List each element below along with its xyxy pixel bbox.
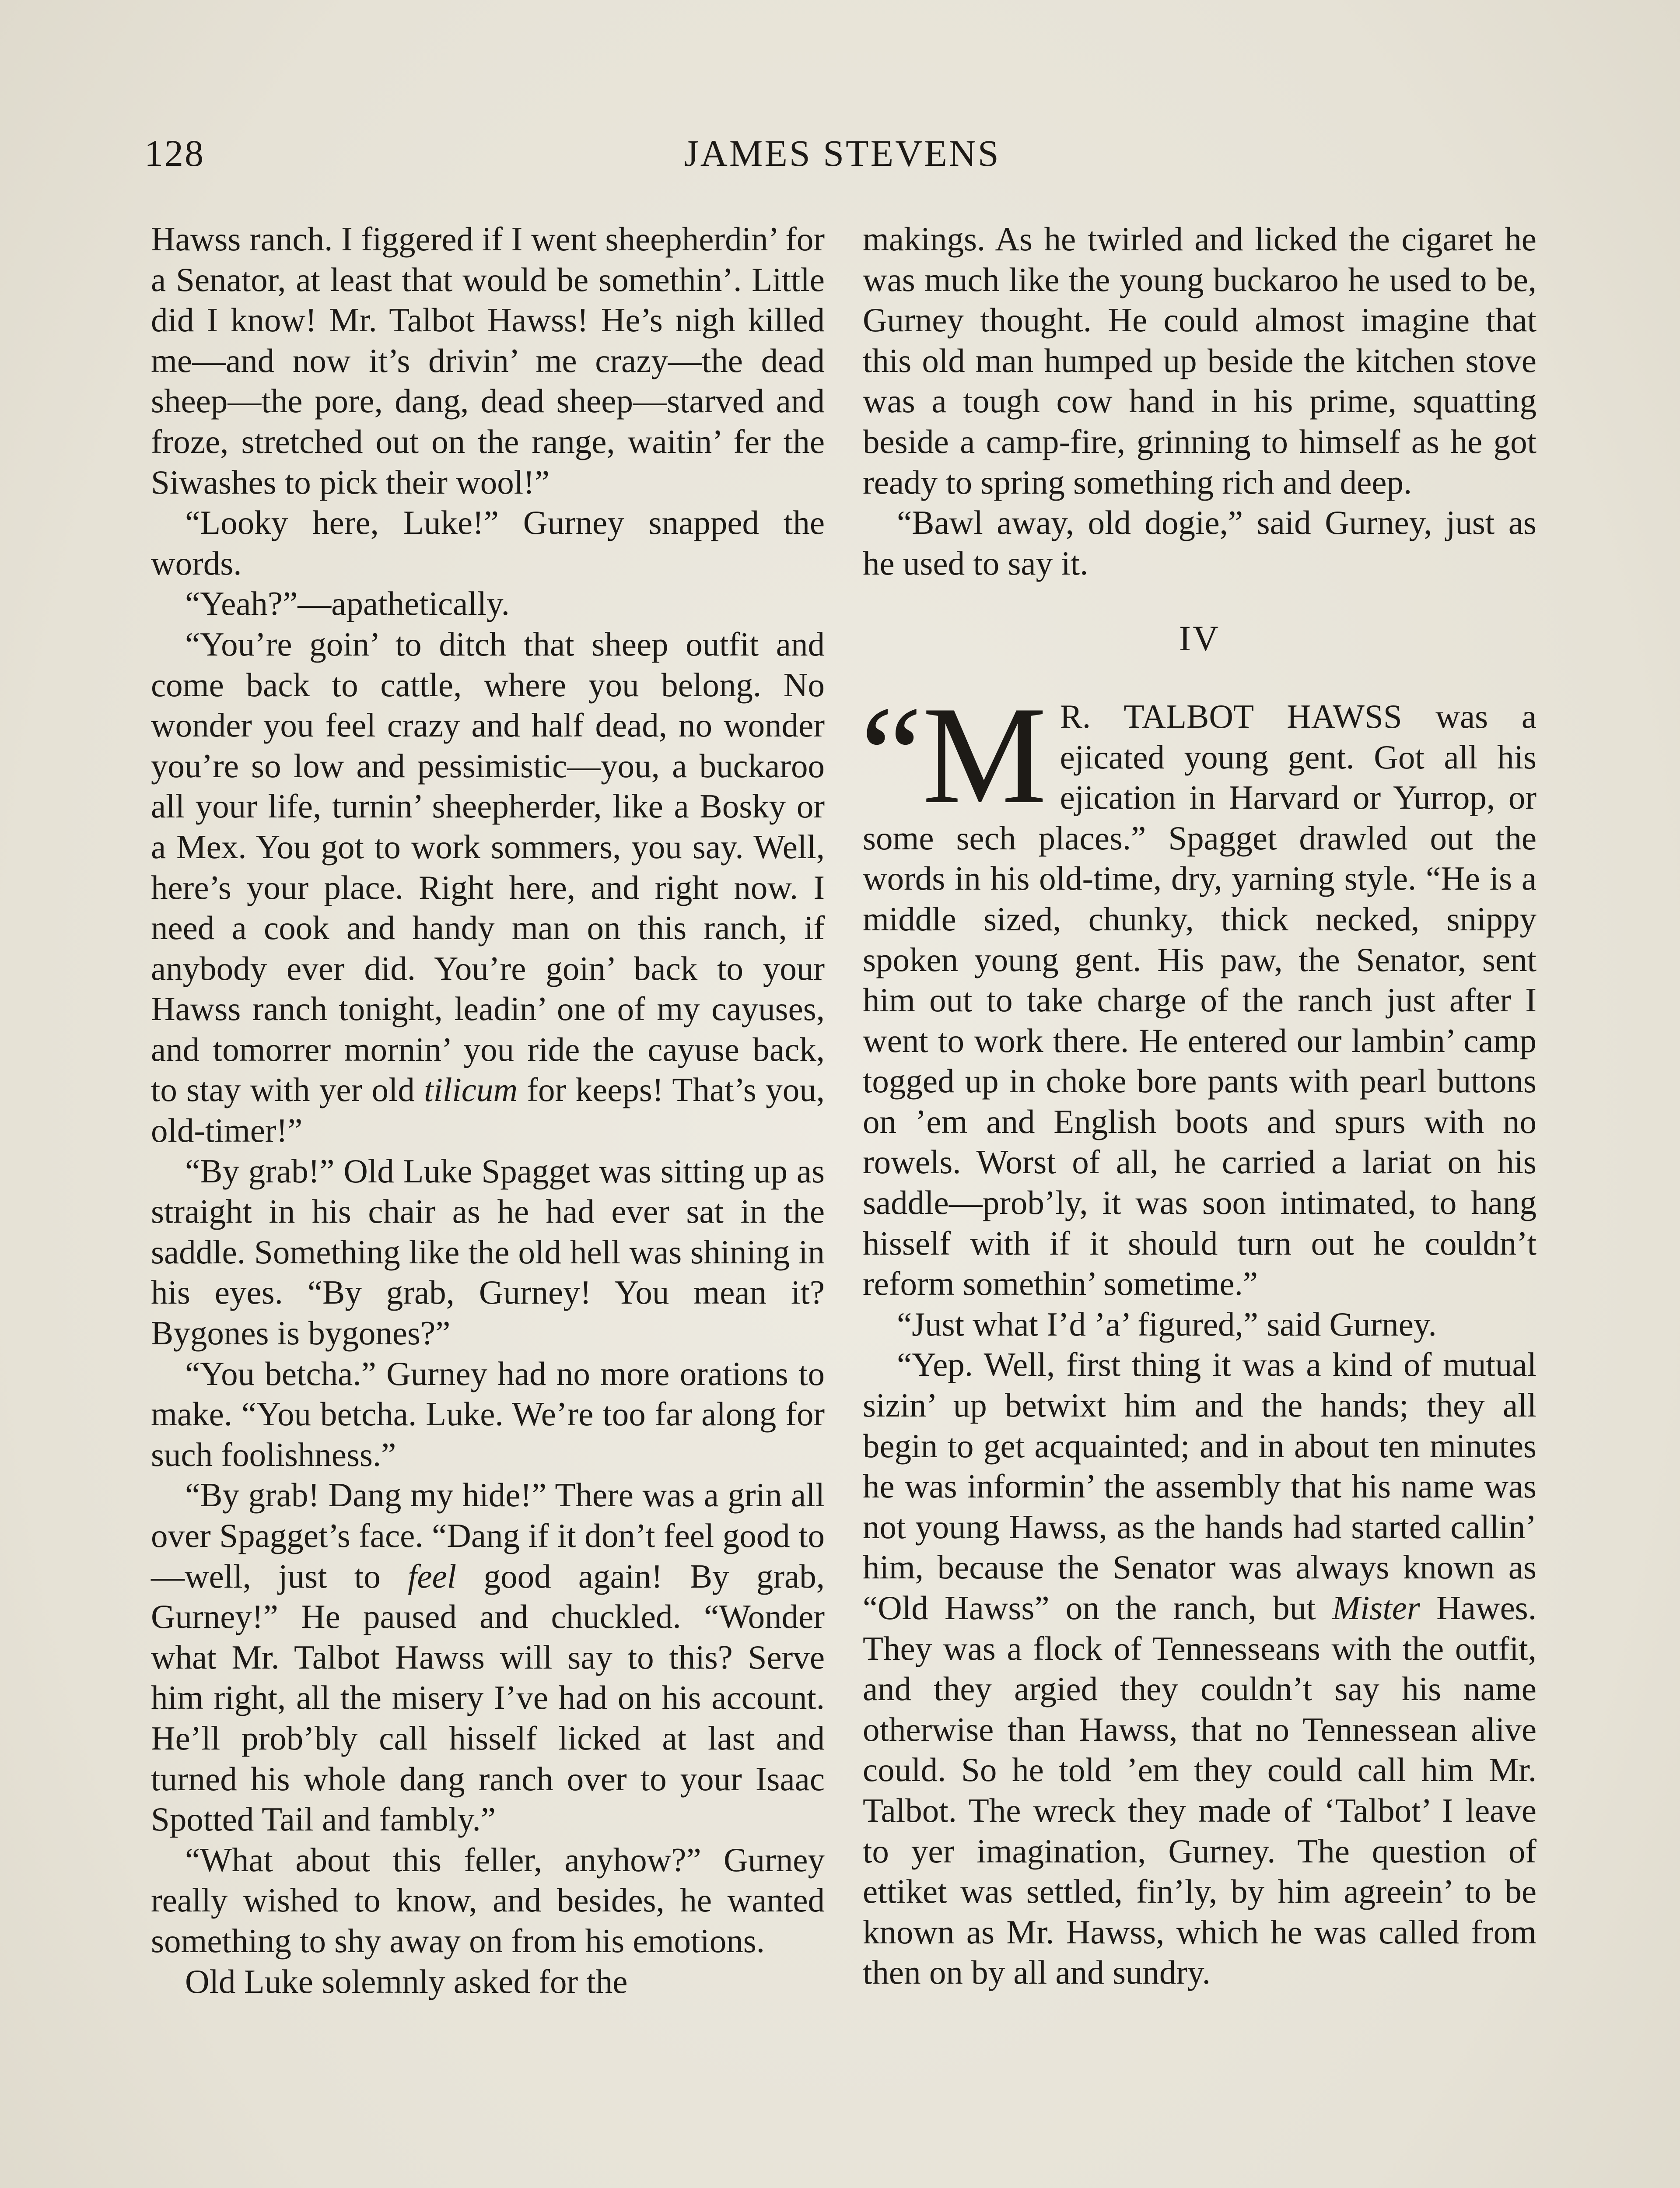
page-header — [144, 131, 1540, 179]
paragraph — [151, 1475, 825, 1839]
paragraph: Hawss ranch. I figgered if I went sheepherdin’ for a Senator, at least that would be somethin’. Little did I know! Mr. Talbot Hawss! He’s nigh killed me—and now it’s drivin’ me crazy—the dead sheep—the pore, dang, dead sheep—starved and froze, stretched out on the range, waitin’ fer the Siwashes to pick their wool!” — [151, 220, 825, 501]
dropcap-letter: M — [922, 677, 1047, 833]
page-number: 128 — [144, 132, 205, 174]
dropcap-quote: “ — [860, 677, 923, 833]
paragraph-text: good again! By grab, Gurney!” He paused and chuckled. “Wonder what Mr. Talbot Hawss will say to this? Serve him right, all the misery I’ve had on his account. He’ll prob’bly call hisself licked at last and turned his whole dang ranch over to your Isaac Spotted Tail and fambly.” — [151, 1557, 825, 1838]
paragraph: “You betcha.” Gurney had no more orations to make. “You betcha. Luke. We’re too far along for such foolishness.” — [151, 1354, 825, 1473]
italic-word: tilicum — [424, 1071, 518, 1109]
paragraph: makings. As he twirled and licked the cigaret he was much like the young buckaroo he used to be, Gurney thought. He could almost imagine that this old man humped up beside the kitchen stove was a tough cow hand in his prime, squatting beside a camp-fire, grinning to himself as he got ready to spring something rich and deep. — [863, 220, 1536, 501]
right-column — [860, 219, 1536, 1993]
paragraph: “Yeah?”—apathetically. — [185, 585, 510, 623]
left-column — [151, 219, 825, 2002]
paragraph: Old Luke solemnly asked for the — [185, 1962, 628, 2000]
drop-cap — [860, 677, 1047, 833]
paragraph-text: R. TALBOT HAWSS was a ejicated young gent. Got all his ejication in Harvard or Yurrop, or some sech places.” Spagget drawled out the words in his old-time, dry, yarning style. “He is a middle sized, chunky, thick necked, snippy spoken young gent. His paw, the Senator, sent him out to take charge of the ranch just after I went to work there. He entered our lambin’ camp togged up in choke bore pants with pearl buttons on ’em and English boots and spurs with no rowels. Worst of all, he carried a lariat on his saddle—prob’ly, it was soon intimated, to hang hisself with if it should turn out he couldn’t reform somethin’ sometime.” — [863, 697, 1536, 1303]
paragraph — [151, 624, 825, 1151]
paragraph-text: “You’re goin’ to ditch that sheep outfit and come back to cattle, where you belong. No wonder you feel crazy and half dead, no wonder you’re so low and pessimistic—you, a buckaroo all your life, turnin’ sheepherder, like a Bosky or a Mex. You got to work sommers, you say. Well, here’s your place. Right here, and right now. I need a cook and handy man on this ranch, if anybody ever did. You’re goin’ back to your Hawss ranch tonight, leadin’ one of my cayuses, and tomorrer mornin’ you ride the cayuse back, to stay with yer old — [151, 625, 825, 1109]
paragraph-text: “Yep. Well, first thing it was a kind of mutual sizin’ up betwixt him and the hands; they all begin to get acquainted; and in about ten minutes he was informin’ the assembly that his name was not young Hawss, as the hands had started callin’ him, because the Senator was always known as “Old Hawss” on the ranch, but — [863, 1346, 1536, 1627]
paragraph-text: Hawes. They was a flock of Tennesseans with the outfit, and they argied they couldn’t say his name otherwise than Hawss, that no Tennessean alive could. So he told ’em they could call him Mr. Talbot. The wreck they made of ‘Talbot’ I leave to yer imagination, Gurney. The question of ettiket was settled, fin’ly, by him agreein’ to be known as Mr. Hawss, which he was called from then on by all and sundry. — [863, 1589, 1536, 1992]
paragraph: “What about this feller, anyhow?” Gurney really wished to know, and besides, he wanted something to shy away on from his emotions. — [151, 1841, 825, 1960]
dropcap-paragraph — [860, 677, 1536, 1304]
italic-word: feel — [408, 1557, 457, 1595]
paragraph-text: for keeps! That’s you, old-timer!” — [151, 1071, 825, 1150]
running-head: JAMES STEVENS — [684, 132, 1001, 174]
section-heading: IV — [1179, 618, 1221, 659]
paragraph: “By grab!” Old Luke Spagget was sitting up as straight in his chair as he had ever sat in the saddle. Something like the old hell was shining in his eyes. “By grab, Gurney! You mean it? Bygones is bygones?” — [151, 1152, 825, 1352]
paragraph: “Just what I’d ’a’ figured,” said Gurney. — [897, 1305, 1437, 1343]
paragraph — [863, 1344, 1536, 1993]
paragraph: “Looky here, Luke!” Gurney snapped the words. — [151, 504, 825, 582]
paragraph-text: “By grab! Dang my hide!” There was a grin all over Spagget’s face. “Dang if it don’t feel good to—well, just to — [151, 1476, 825, 1595]
paragraph: “Bawl away, old dogie,” said Gurney, just as he used to say it. — [863, 504, 1536, 582]
italic-word: Mister — [1332, 1589, 1420, 1627]
